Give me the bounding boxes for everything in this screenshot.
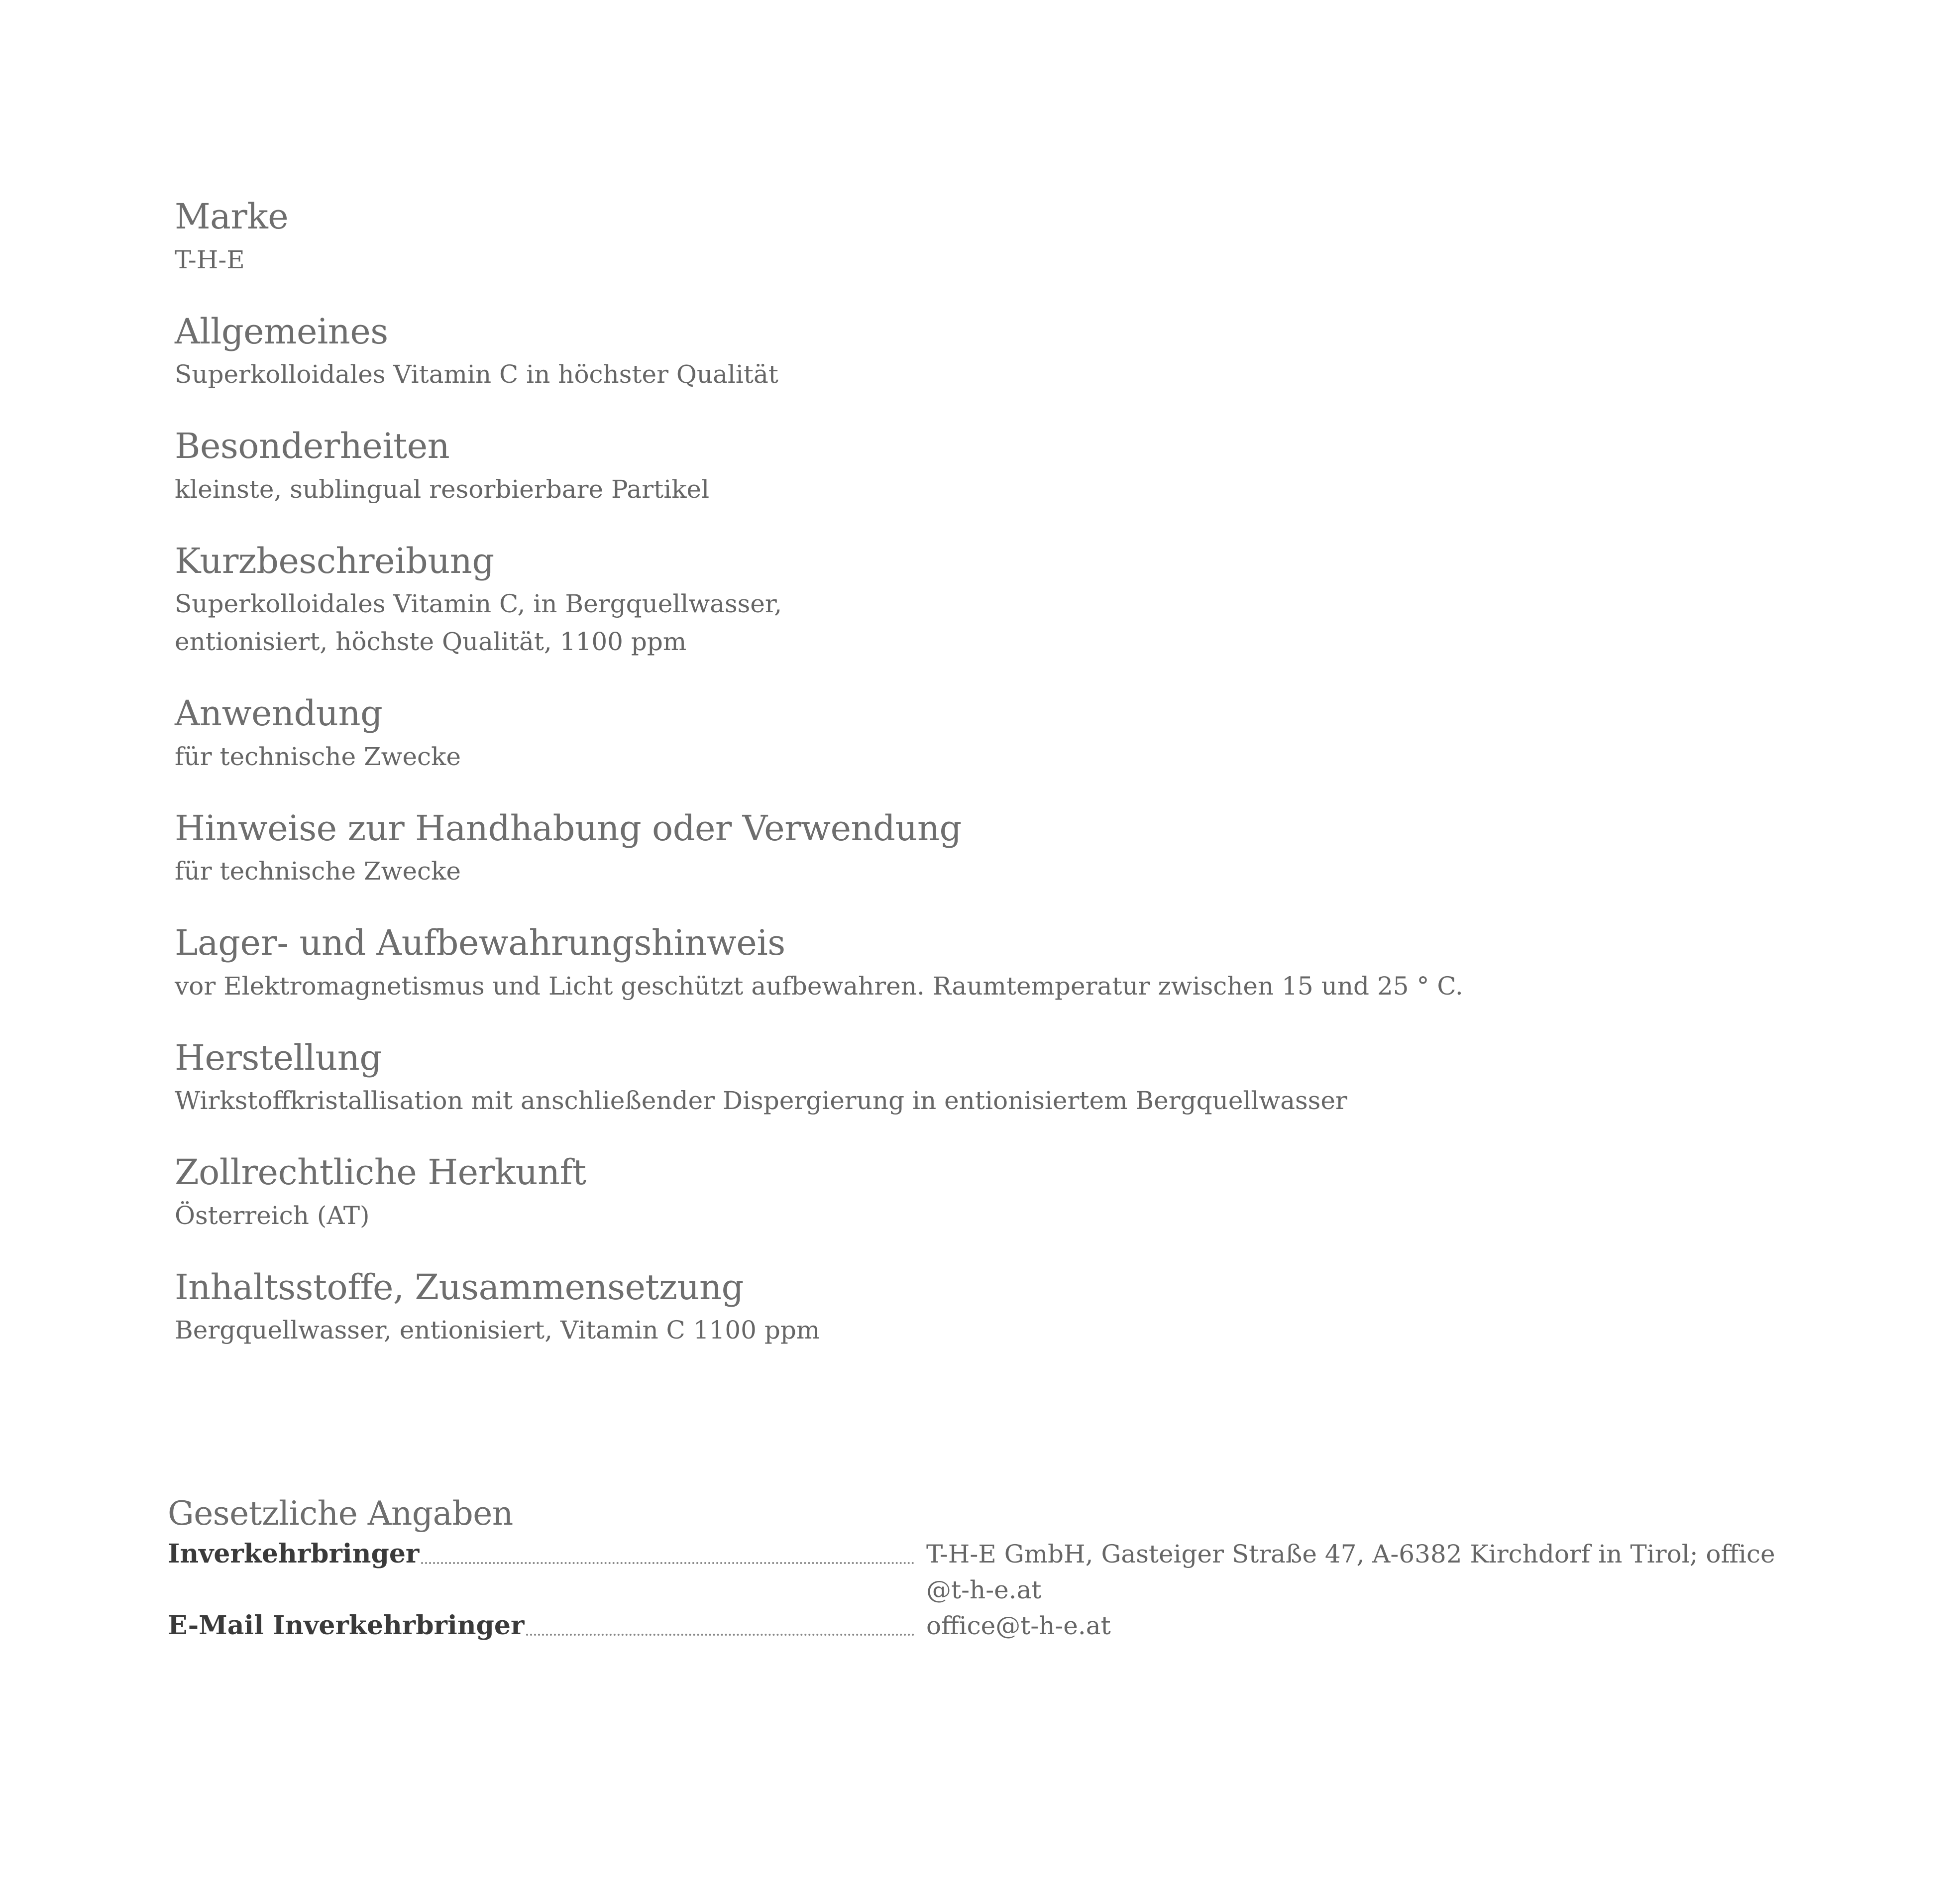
section-text: kleinste, sublingual resorbierbare Partikel bbox=[175, 474, 710, 504]
section-inhaltsstoffe bbox=[175, 1267, 1817, 1349]
section-title: Hinweise zur Handhabung oder Verwendung bbox=[175, 807, 962, 849]
section-text: Bergquellwasser, entionisiert, Vitamin C 1100 ppm bbox=[175, 1316, 820, 1344]
section-hinweise bbox=[175, 808, 1817, 891]
section-besonderheiten bbox=[175, 426, 1817, 508]
section-title: Herstellung bbox=[175, 1037, 382, 1078]
section-herkunft bbox=[175, 1152, 1817, 1234]
section-marke bbox=[175, 197, 1817, 279]
legal-label: E-Mail Inverkehrbringer bbox=[168, 1610, 525, 1641]
section-herstellung bbox=[175, 1038, 1817, 1120]
section-text: Superkolloidales Vitamin C in höchster Qualität bbox=[175, 360, 778, 389]
legal-label: Inverkehrbringer bbox=[168, 1538, 420, 1569]
section-text: Wirkstoffkristallisation mit anschließender Dispergierung in entionisiertem Bergquellwasser bbox=[175, 1086, 1347, 1115]
section-title: Anwendung bbox=[175, 693, 383, 734]
dotted-leader bbox=[526, 1634, 914, 1636]
legal-row-inverkehrbringer bbox=[168, 1536, 1790, 1608]
section-text: T-H-E bbox=[175, 245, 245, 274]
section-lagerhinweis bbox=[175, 923, 1817, 1005]
section-title: Inhaltsstoffe, Zusammensetzung bbox=[175, 1266, 744, 1308]
section-title: Marke bbox=[175, 196, 289, 237]
section-text: Superkolloidales Vitamin C, in Bergquellwasser, entionisiert, höchste Qualität, 1100 ppm bbox=[175, 589, 782, 656]
section-title: Allgemeines bbox=[175, 311, 388, 352]
dotted-leader bbox=[421, 1562, 914, 1564]
section-allgemeines bbox=[175, 312, 1817, 394]
section-title: Besonderheiten bbox=[175, 426, 450, 466]
section-text: für technische Zwecke bbox=[175, 742, 461, 771]
legal-label-cell bbox=[168, 1536, 920, 1572]
section-kurzbeschreibung bbox=[175, 541, 1817, 661]
section-text: vor Elektromagnetismus und Licht geschützt aufbewahren. Raumtemperatur zwischen 15 und 25 ° C. bbox=[175, 971, 1463, 1001]
section-title: Kurzbeschreibung bbox=[175, 540, 494, 581]
legal-label-cell bbox=[168, 1608, 920, 1644]
section-text: für technische Zwecke bbox=[175, 857, 461, 886]
legal-value: T-H-E GmbH, Gasteiger Straße 47, A-6382 Kirchdorf in Tirol; office@t-h-e.at bbox=[926, 1539, 1775, 1604]
legal-info bbox=[168, 1496, 1810, 1644]
legal-value: office@t-h-e.at bbox=[926, 1611, 1111, 1640]
legal-title: Gesetzliche Angaben bbox=[168, 1494, 513, 1533]
section-title: Zollrechtliche Herkunft bbox=[175, 1152, 586, 1193]
section-text: Österreich (AT) bbox=[175, 1201, 370, 1230]
legal-row-email bbox=[168, 1608, 1790, 1644]
product-details bbox=[175, 197, 1817, 1382]
section-anwendung bbox=[175, 693, 1817, 776]
section-title: Lager- und Aufbewahrungshinweis bbox=[175, 922, 785, 963]
